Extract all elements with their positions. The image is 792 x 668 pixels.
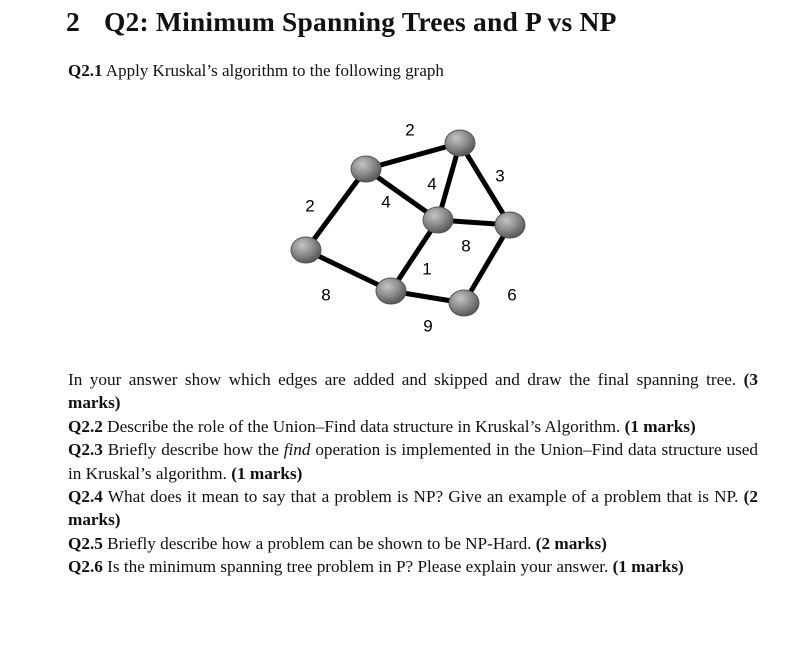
answer-instructions — [68, 368, 758, 415]
section-title: Q2: Minimum Spanning Trees and P vs NP — [103, 6, 617, 37]
instruction-text: In your answer show which edges are added and skipped and draw the final spanning tree. — [68, 370, 737, 389]
graph-diagram — [270, 105, 550, 340]
marks-badge: (2 marks) — [68, 487, 758, 530]
graph-node — [445, 130, 475, 156]
edge-weight-label: 9 — [423, 316, 433, 336]
edge-weight-label: 3 — [495, 166, 505, 186]
question-text: Briefly describe how a problem can be shown to be NP-Hard. — [107, 533, 532, 553]
edge-a-b — [306, 169, 366, 250]
question-2-2 — [68, 415, 758, 438]
marks-badge: (1 marks) — [624, 416, 696, 436]
edge-weight-label: 6 — [507, 285, 517, 305]
graph-node — [423, 207, 453, 233]
question-id: Q2.3 — [68, 440, 103, 460]
section-number: 2 — [66, 6, 80, 37]
question-id: Q2.5 — [68, 533, 103, 553]
question-id: Q2.6 — [68, 557, 103, 577]
question-id: Q2.2 — [68, 416, 103, 436]
question-2-5 — [68, 532, 758, 555]
question-text: Describe the role of the Union–Find data structure in Kruskal’s Algorithm. — [107, 416, 621, 436]
edge-weight-label: 4 — [381, 192, 391, 212]
edge-weight-label: 2 — [405, 120, 415, 140]
edge-weight-label: 1 — [422, 259, 432, 279]
question-2-6 — [68, 555, 758, 578]
graph-node — [495, 212, 525, 238]
marks-badge: (2 marks) — [535, 533, 607, 553]
graph-node — [351, 156, 381, 182]
edge-weight-label: 8 — [321, 285, 331, 305]
marks-badge: (3 marks) — [68, 370, 758, 413]
question-2-4 — [68, 485, 758, 532]
marks-badge: (1 marks) — [231, 463, 303, 483]
question-id: Q2.1 — [68, 61, 103, 80]
question-text: What does it mean to say that a problem is NP? Give an example of a problem that is NP. — [107, 487, 739, 507]
marks-badge: (1 marks) — [612, 557, 684, 577]
question-text-continued: operation is implemented in the Union–Find data structure used in Kruskal’s algorithm. — [68, 440, 758, 483]
question-text: Apply Kruskal’s algorithm to the following graph — [105, 61, 444, 80]
edge-weight-label: 2 — [305, 196, 315, 216]
question-2-1 — [68, 61, 444, 81]
graph-node — [376, 278, 406, 304]
edge-weight-label: 4 — [427, 174, 437, 194]
question-text: Briefly describe how the — [107, 440, 279, 460]
edge-weight-label: 8 — [461, 236, 471, 256]
section-heading — [66, 6, 617, 38]
graph-node — [449, 290, 479, 316]
question-2-3 — [68, 438, 758, 485]
graph-node — [291, 237, 321, 263]
question-id: Q2.4 — [68, 487, 103, 507]
question-text: Is the minimum spanning tree problem in P? Please explain your answer. — [107, 557, 609, 577]
questions-body — [68, 368, 758, 579]
emphasized-term: find — [283, 440, 311, 460]
